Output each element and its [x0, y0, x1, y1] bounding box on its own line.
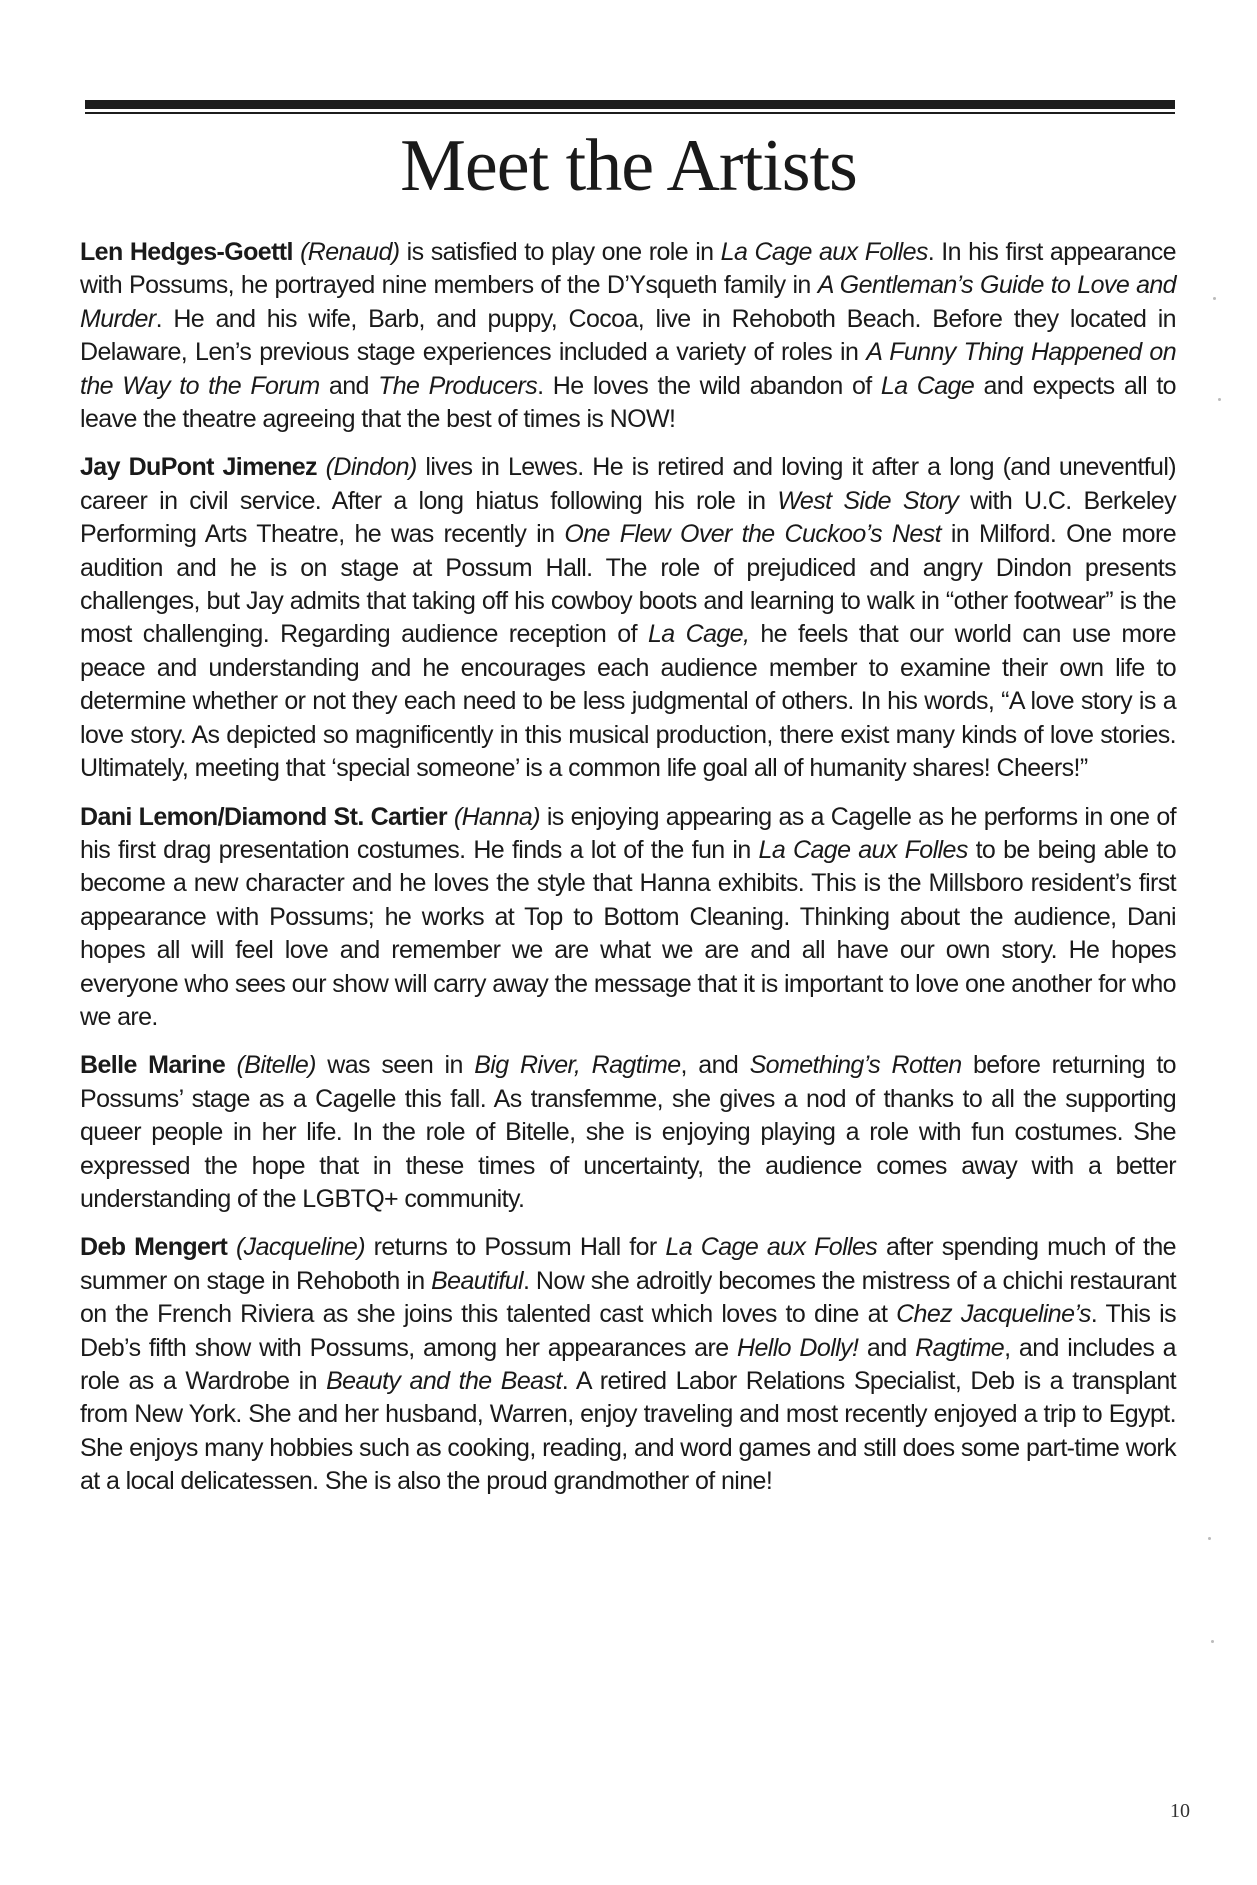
artist-bios: [80, 236, 1176, 1514]
italic-title: Ragtime: [915, 1333, 1005, 1362]
page-number: 10: [1170, 1800, 1190, 1822]
artist-bio-text: (Bitelle) was seen in Big River, Ragtime, and Something’s Rotten before returning to Possums’ stage as a Cagelle this fall. As transfemme, she gives a nod of thanks to all the supporting queer people in her life. In the role of Bitelle, she is enjoying playing a role with fun costumes. She expressed the hope that in these times of uncertainty, the audience comes away with a better understanding of the LGBTQ+ community.: [80, 1051, 1176, 1213]
italic-title: (Bitelle): [236, 1051, 316, 1080]
italic-title: One Flew Over the Cuckoo’s Nest: [564, 520, 941, 549]
page-title: Meet the Artists: [400, 125, 857, 207]
scan-speck: [1211, 1640, 1214, 1643]
italic-title: Big River, Ragtime: [474, 1051, 681, 1080]
italic-title: La Cage,: [647, 620, 750, 649]
artist-bio-text: (Renaud) is satisfied to play one role in La Cage aux Folles. In his first appearance with Possums, he portrayed nine members of the D’Ysqueth family in A Gentleman’s Guide to Love and Murder. He and his wife, Barb, and puppy, Cocoa, live in Rehoboth Beach. Before they located in Delaware, Len’s previous stage experiences included a variety of roles in A Funny Thing Happened on the Way to the Forum and The Producers. He loves the wild abandon of La Cage and expects all to leave the theatre agreeing that the best of times is NOW!: [80, 238, 1176, 434]
italic-title: West Side Story: [777, 486, 959, 515]
artist-bio: [80, 236, 1176, 436]
italic-title: (Dindon): [325, 453, 417, 482]
header-rule-thin: [85, 112, 1175, 114]
artist-bio: [80, 801, 1176, 1035]
italic-title: Something’s Rotten: [749, 1051, 962, 1080]
scan-speck: [1208, 1537, 1211, 1540]
scan-speck: [1218, 398, 1221, 401]
italic-title: La Cage aux Folles: [720, 238, 928, 266]
italic-title: La Cage: [880, 371, 975, 400]
artist-name: Jay DuPont Jimenez: [80, 453, 317, 482]
artist-name: Belle Marine: [80, 1051, 226, 1080]
scan-speck: [1213, 297, 1216, 300]
artist-bio-text: (Hanna) is enjoying appearing as a Cagelle as he performs in one of his first drag presentation costumes. He finds a lot of the fun in La Cage aux Folles to be being able to become a new character and he loves the style that Hanna exhibits. This is the Millsboro resident’s first appearance with Possums; he works at Top to Bottom Cleaning. Thinking about the audience, Dani hopes all will feel love and remember we are what we are and all have our own story. He hopes everyone who sees our show will carry away the message that it is important to love one another for who we are.: [80, 802, 1176, 1031]
artist-name: Len Hedges-Goettl: [80, 238, 293, 266]
italic-title: (Hanna): [453, 802, 540, 831]
italic-title: La Cage aux Folles: [665, 1233, 878, 1262]
artist-name: Dani Lemon/Diamond St. Cartier: [80, 802, 447, 831]
italic-title: (Renaud): [300, 238, 400, 266]
italic-title: Beautiful: [431, 1266, 523, 1295]
italic-title: Beauty and the Beast: [326, 1367, 562, 1395]
header-rule-heavy: [85, 100, 1175, 109]
italic-title: Hello Dolly!: [737, 1333, 859, 1362]
artist-bio: [80, 1049, 1176, 1216]
artist-bio: [80, 451, 1176, 785]
artist-bio: [80, 1231, 1176, 1498]
italic-title: A Gentleman’s Guide to Love and Murder: [80, 271, 1176, 333]
artist-bio-text: (Dindon) lives in Lewes. He is retired and loving it after a long (and uneventful) career in civil service. After a long hiatus following his role in West Side Story with U.C. Berkeley Performing Arts Theatre, he was recently in One Flew Over the Cuckoo’s Nest in Milford. One more audition and he is on stage at Possum Hall. The role of prejudiced and angry Dindon presents challenges, but Jay admits that taking off his cowboy boots and learning to walk in “other footwear” is the most challenging. Regarding audience reception of La Cage, he feels that our world can use more peace and understanding and he encourages each audience member to examine their own life to determine whether or not they each need to be less judgmental of others. In his words, “A love story is a love story. As depicted so magnificently in this musical production, there exist many kinds of love stories. Ultimately, meeting that ‘special someone’ is a common life goal all of humanity shares! Cheers!”: [80, 453, 1177, 783]
artist-name: Deb Mengert: [80, 1233, 228, 1262]
italic-title: Chez Jacqueline’s: [896, 1300, 1091, 1329]
italic-title: La Cage aux Folles: [758, 835, 968, 864]
italic-title: The Producers: [378, 371, 538, 400]
italic-title: (Jacqueline): [235, 1233, 365, 1262]
italic-title: A Funny Thing Happened on the Way to the Forum: [80, 338, 1176, 400]
artist-bio-text: (Jacqueline) returns to Possum Hall for La Cage aux Folles after spending much of the summer on stage in Rehoboth in Beautiful. Now she adroitly becomes the mistress of a chichi restaurant on the French Riviera as she joins this talented cast which loves to dine at Chez Jacqueline’s. This is Deb’s fifth show with Possums, among her appearances are Hello Dolly! and Ragtime, and includes a role as a Wardrobe in Beauty and the Beast. A retired Labor Relations Specialist, Deb is a transplant from New York. She and her husband, Warren, enjoy traveling and most recently enjoyed a trip to Egypt. She enjoys many hobbies such as cooking, reading, and word games and still does some part-time work at a local delicatessen. She is also the proud grandmother of nine!: [80, 1233, 1176, 1496]
